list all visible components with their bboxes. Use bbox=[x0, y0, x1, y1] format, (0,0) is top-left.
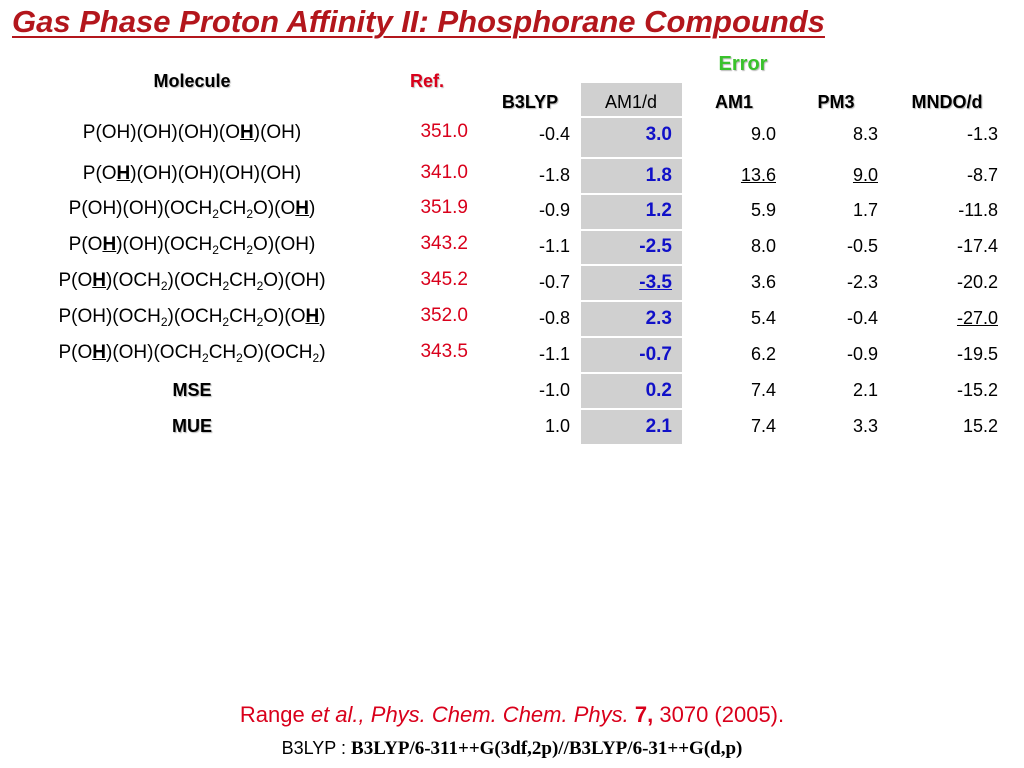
citation bbox=[0, 702, 1024, 728]
table-row bbox=[0, 305, 1024, 342]
am1-value: 9.0 bbox=[750, 124, 776, 144]
ref-value: 351.0 bbox=[420, 121, 468, 142]
table-row bbox=[0, 197, 1024, 234]
am1-value: 7.4 bbox=[750, 416, 776, 436]
mndo-value: -11.8 bbox=[958, 200, 998, 220]
am1-value: 6.2 bbox=[750, 344, 776, 364]
method-text: B3LYP/6-311++G(3df,2p)//B3LYP/6-31++G(d,p) bbox=[351, 738, 743, 759]
ref-value: 345.2 bbox=[420, 269, 468, 290]
b3lyp-value: -0.8 bbox=[538, 308, 570, 328]
citation-journal: et al., Phys. Chem. Chem. Phys. bbox=[310, 702, 629, 727]
b3lyp-value: -1.8 bbox=[538, 165, 570, 185]
pm3-value: 3.3 bbox=[852, 416, 878, 436]
am1d-value: 1.8 bbox=[645, 165, 672, 186]
citation-pages: 3070 (2005). bbox=[659, 702, 785, 727]
citation-volume: 7, bbox=[634, 702, 654, 727]
am1d-value: 2.3 bbox=[645, 308, 672, 329]
molecule-cell: P(OH)(OH)(OH)(OH)(OH) bbox=[82, 122, 302, 143]
summary-row-mue bbox=[0, 416, 1024, 450]
am1d-header: AM1/d bbox=[604, 92, 658, 112]
am1d-value: 3.0 bbox=[645, 124, 672, 145]
pm3-value: -2.3 bbox=[846, 272, 878, 292]
page-title: Gas Phase Proton Affinity II: Phosphorane Compounds bbox=[12, 4, 825, 39]
mndo-value: -20.2 bbox=[956, 272, 998, 292]
ref-value: 341.0 bbox=[420, 162, 468, 183]
am1-value: 7.4 bbox=[750, 380, 776, 400]
molecule-cell: $P(OH)(OCH_2)(OCH_2CH_2O)(OH)$ bbox=[58, 270, 326, 293]
am1d-value: 0.2 bbox=[645, 380, 672, 401]
pm3-value: 2.1 bbox=[852, 380, 878, 400]
table-row bbox=[0, 121, 1024, 158]
ref-value: 343.2 bbox=[420, 233, 468, 254]
b3lyp-value: -1.1 bbox=[538, 236, 570, 256]
b3lyp-value: -0.4 bbox=[538, 124, 570, 144]
b3lyp-value: -0.9 bbox=[538, 200, 570, 220]
am1d-value: -0.7 bbox=[639, 344, 672, 365]
table-row bbox=[0, 162, 1024, 199]
method-label: B3LYP : bbox=[281, 738, 346, 758]
molecule-cell: $P(OH)(OCH_2)(OCH_2CH_2O)(OH)$ bbox=[58, 306, 326, 329]
mndo-header: MNDO/d bbox=[911, 92, 983, 112]
molecule-header: Molecule bbox=[153, 71, 231, 91]
pm3-header: PM3 bbox=[817, 92, 855, 112]
am1d-value: 1.2 bbox=[645, 200, 672, 221]
summary-row-mse bbox=[0, 380, 1024, 414]
am1d-value: -2.5 bbox=[639, 236, 672, 257]
pm3-value: 9.0 bbox=[852, 165, 878, 185]
am1-header: AM1 bbox=[714, 92, 754, 112]
b3lyp-value: -1.1 bbox=[538, 344, 570, 364]
error-header: Error bbox=[718, 53, 768, 75]
mndo-value: -15.2 bbox=[956, 380, 998, 400]
molecule-cell: P(OH)(OH)(OH)(OH)(OH) bbox=[82, 163, 302, 184]
table-row bbox=[0, 233, 1024, 270]
ref-value: 352.0 bbox=[420, 305, 468, 326]
ref-header: Ref. bbox=[409, 71, 445, 91]
pm3-value: -0.9 bbox=[846, 344, 878, 364]
ref-value: 343.5 bbox=[420, 341, 468, 362]
am1-value: 13.6 bbox=[740, 165, 776, 185]
molecule-cell: $P(OH)(OH)(OCH_2CH_2O)(OCH_2)$ bbox=[58, 342, 326, 365]
am1-value: 5.9 bbox=[750, 200, 776, 220]
molecule-cell: $P(OH)(OH)(OCH_2CH_2O)(OH)$ bbox=[68, 198, 316, 221]
am1d-value: -3.5 bbox=[639, 272, 672, 293]
mndo-value: -19.5 bbox=[956, 344, 998, 364]
b3lyp-header: B3LYP bbox=[501, 92, 559, 112]
citation-author: Range bbox=[239, 702, 305, 727]
table-row bbox=[0, 269, 1024, 306]
mndo-value: -8.7 bbox=[966, 165, 998, 185]
mse-label: MSE bbox=[172, 380, 212, 400]
pm3-value: 8.3 bbox=[852, 124, 878, 144]
mndo-value: -27.0 bbox=[956, 308, 998, 328]
b3lyp-value: -1.0 bbox=[538, 380, 570, 400]
mndo-value: -17.4 bbox=[956, 236, 998, 256]
pm3-value: -0.5 bbox=[846, 236, 878, 256]
am1-value: 8.0 bbox=[750, 236, 776, 256]
am1-value: 5.4 bbox=[750, 308, 776, 328]
separator bbox=[581, 116, 682, 118]
pm3-value: 1.7 bbox=[852, 200, 878, 220]
b3lyp-value: 1.0 bbox=[544, 416, 570, 436]
pm3-value: -0.4 bbox=[846, 308, 878, 328]
am1-value: 3.6 bbox=[750, 272, 776, 292]
table-row bbox=[0, 341, 1024, 378]
method-note bbox=[0, 738, 1024, 760]
mndo-value: -1.3 bbox=[966, 124, 998, 144]
am1d-value: 2.1 bbox=[645, 416, 672, 437]
ref-value: 351.9 bbox=[420, 197, 468, 218]
mue-label: MUE bbox=[172, 416, 212, 436]
molecule-cell: $P(OH)(OH)(OCH_2CH_2O)(OH)$ bbox=[68, 234, 316, 257]
mndo-value: 15.2 bbox=[962, 416, 998, 436]
b3lyp-value: -0.7 bbox=[538, 272, 570, 292]
